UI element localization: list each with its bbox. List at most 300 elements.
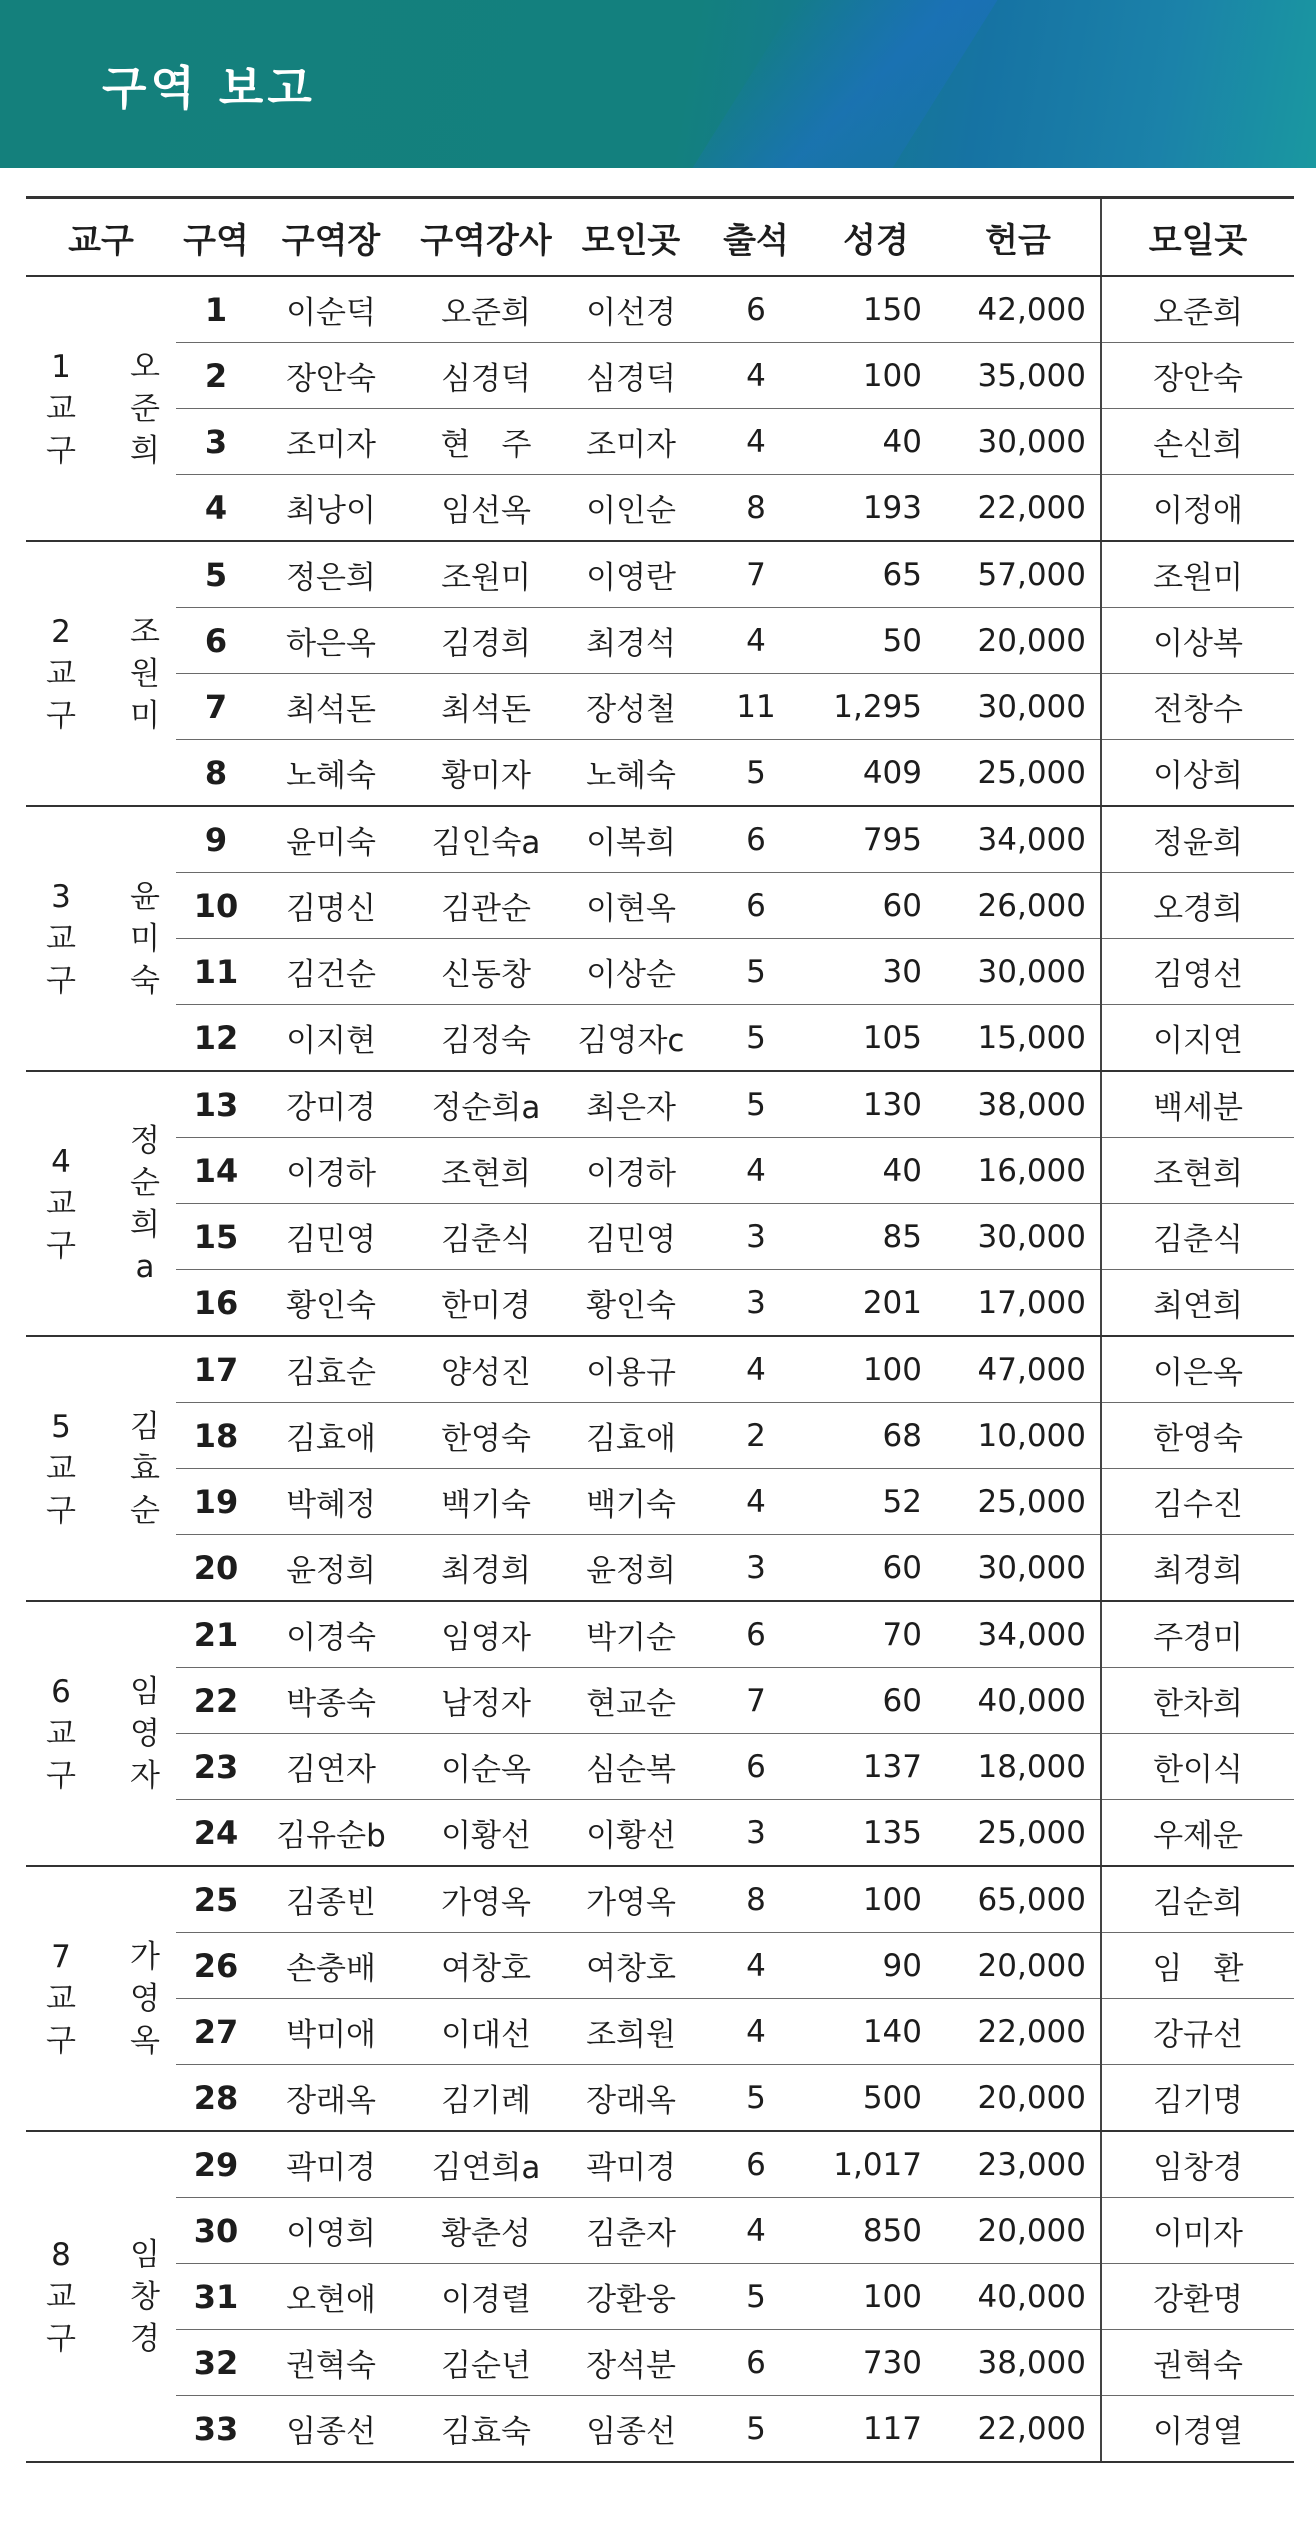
attendance: 8 xyxy=(696,1866,816,1933)
district-number: 17 xyxy=(176,1336,256,1403)
offering: 22,000 xyxy=(936,2396,1101,2463)
district-leader: 김효애 xyxy=(256,1403,406,1469)
district-number: 26 xyxy=(176,1933,256,1999)
parish-leader: 임 영 자 xyxy=(130,1673,160,1794)
column-header: 교구 xyxy=(26,198,176,277)
meeting-place: 심순복 xyxy=(566,1734,696,1800)
district-number: 14 xyxy=(176,1138,256,1204)
column-header: 구역장 xyxy=(256,198,406,277)
district-leader: 김명신 xyxy=(256,873,406,939)
meeting-place: 이상순 xyxy=(566,939,696,1005)
next-meeting-place: 주경미 xyxy=(1101,1601,1294,1668)
meeting-place: 장석분 xyxy=(566,2330,696,2396)
district-number: 18 xyxy=(176,1403,256,1469)
district-leader: 곽미경 xyxy=(256,2131,406,2198)
table-row xyxy=(26,541,1294,608)
meeting-place: 이경하 xyxy=(566,1138,696,1204)
next-meeting-place: 한영숙 xyxy=(1101,1403,1294,1469)
district-instructor: 김정숙 xyxy=(406,1005,566,1072)
bible-reading: 135 xyxy=(816,1800,936,1867)
district-leader: 이순덕 xyxy=(256,276,406,343)
bible-reading: 70 xyxy=(816,1601,936,1668)
offering: 30,000 xyxy=(936,409,1101,475)
attendance: 5 xyxy=(696,1005,816,1072)
table-row xyxy=(26,1071,1294,1138)
attendance: 5 xyxy=(696,939,816,1005)
bible-reading: 85 xyxy=(816,1204,936,1270)
district-leader: 김연자 xyxy=(256,1734,406,1800)
offering: 25,000 xyxy=(936,1800,1101,1867)
bible-reading: 100 xyxy=(816,1866,936,1933)
attendance: 2 xyxy=(696,1403,816,1469)
district-leader: 윤미숙 xyxy=(256,806,406,873)
attendance: 4 xyxy=(696,1933,816,1999)
table-row xyxy=(26,873,1294,939)
next-meeting-place: 이상희 xyxy=(1101,740,1294,807)
district-instructor: 신동창 xyxy=(406,939,566,1005)
district-instructor: 김관순 xyxy=(406,873,566,939)
attendance: 3 xyxy=(696,1535,816,1602)
district-leader: 윤정희 xyxy=(256,1535,406,1602)
next-meeting-place: 이미자 xyxy=(1101,2198,1294,2264)
parish-leader: 임 창 경 xyxy=(130,2236,160,2357)
meeting-place: 노혜숙 xyxy=(566,740,696,807)
meeting-place: 가영옥 xyxy=(566,1866,696,1933)
attendance: 7 xyxy=(696,541,816,608)
district-leader: 장래옥 xyxy=(256,2065,406,2132)
attendance: 6 xyxy=(696,806,816,873)
district-instructor: 임영자 xyxy=(406,1601,566,1668)
parish-number: 8 xyxy=(51,2236,71,2273)
offering: 22,000 xyxy=(936,1999,1101,2065)
next-meeting-place: 김수진 xyxy=(1101,1469,1294,1535)
table-row xyxy=(26,2396,1294,2463)
offering: 23,000 xyxy=(936,2131,1101,2198)
attendance: 6 xyxy=(696,2131,816,2198)
district-number: 19 xyxy=(176,1469,256,1535)
attendance: 4 xyxy=(696,1469,816,1535)
parish-group-cell xyxy=(26,1601,176,1866)
table-row xyxy=(26,608,1294,674)
table-row xyxy=(26,2131,1294,2198)
district-leader: 이경하 xyxy=(256,1138,406,1204)
column-header: 헌금 xyxy=(936,198,1101,277)
district-number: 3 xyxy=(176,409,256,475)
bible-reading: 730 xyxy=(816,2330,936,2396)
offering: 30,000 xyxy=(936,939,1101,1005)
table-row xyxy=(26,343,1294,409)
table-row xyxy=(26,1469,1294,1535)
meeting-place: 황인숙 xyxy=(566,1270,696,1337)
next-meeting-place: 오준희 xyxy=(1101,276,1294,343)
meeting-place: 심경덕 xyxy=(566,343,696,409)
bible-reading: 60 xyxy=(816,873,936,939)
table-row xyxy=(26,1403,1294,1469)
parish-label: 4 교 구 xyxy=(38,1141,84,1267)
district-instructor: 김효숙 xyxy=(406,2396,566,2463)
next-meeting-place: 김순희 xyxy=(1101,1866,1294,1933)
bible-reading: 40 xyxy=(816,1138,936,1204)
district-leader: 하은옥 xyxy=(256,608,406,674)
bible-reading: 60 xyxy=(816,1535,936,1602)
offering: 22,000 xyxy=(936,475,1101,542)
table-row xyxy=(26,409,1294,475)
bible-reading: 193 xyxy=(816,475,936,542)
district-leader: 장안숙 xyxy=(256,343,406,409)
offering: 17,000 xyxy=(936,1270,1101,1337)
district-leader: 김종빈 xyxy=(256,1866,406,1933)
district-instructor: 심경덕 xyxy=(406,343,566,409)
district-number: 1 xyxy=(176,276,256,343)
offering: 25,000 xyxy=(936,740,1101,807)
attendance: 6 xyxy=(696,873,816,939)
offering: 25,000 xyxy=(936,1469,1101,1535)
offering: 15,000 xyxy=(936,1005,1101,1072)
next-meeting-place: 전창수 xyxy=(1101,674,1294,740)
bible-reading: 90 xyxy=(816,1933,936,1999)
meeting-place: 여창호 xyxy=(566,1933,696,1999)
district-number: 30 xyxy=(176,2198,256,2264)
attendance: 3 xyxy=(696,1204,816,1270)
district-number: 22 xyxy=(176,1668,256,1734)
bible-reading: 50 xyxy=(816,608,936,674)
district-instructor: 오준희 xyxy=(406,276,566,343)
meeting-place: 이영란 xyxy=(566,541,696,608)
attendance: 4 xyxy=(696,1999,816,2065)
district-instructor: 조원미 xyxy=(406,541,566,608)
offering: 16,000 xyxy=(936,1138,1101,1204)
meeting-place: 박기순 xyxy=(566,1601,696,1668)
offering: 38,000 xyxy=(936,2330,1101,2396)
next-meeting-place: 강규선 xyxy=(1101,1999,1294,2065)
column-header: 구역 xyxy=(176,198,256,277)
district-leader: 황인숙 xyxy=(256,1270,406,1337)
attendance: 11 xyxy=(696,674,816,740)
offering: 38,000 xyxy=(936,1071,1101,1138)
offering: 26,000 xyxy=(936,873,1101,939)
district-number: 24 xyxy=(176,1800,256,1867)
meeting-place: 김춘자 xyxy=(566,2198,696,2264)
offering: 40,000 xyxy=(936,1668,1101,1734)
offering: 35,000 xyxy=(936,343,1101,409)
meeting-place: 김효애 xyxy=(566,1403,696,1469)
district-instructor: 최석돈 xyxy=(406,674,566,740)
parish-label: 1 교 구 xyxy=(38,346,84,472)
attendance: 6 xyxy=(696,276,816,343)
district-instructor: 황춘성 xyxy=(406,2198,566,2264)
district-number: 12 xyxy=(176,1005,256,1072)
next-meeting-place: 한차희 xyxy=(1101,1668,1294,1734)
parish-label: 8 교 구 xyxy=(38,2234,84,2360)
district-instructor: 백기숙 xyxy=(406,1469,566,1535)
table-row xyxy=(26,1204,1294,1270)
district-number: 29 xyxy=(176,2131,256,2198)
meeting-place: 최은자 xyxy=(566,1071,696,1138)
meeting-place: 장래옥 xyxy=(566,2065,696,2132)
table-row xyxy=(26,939,1294,1005)
district-instructor: 황미자 xyxy=(406,740,566,807)
district-number: 15 xyxy=(176,1204,256,1270)
bible-reading: 117 xyxy=(816,2396,936,2463)
parish-label: 5 교 구 xyxy=(38,1406,84,1532)
bible-reading: 409 xyxy=(816,740,936,807)
parish-label: 7 교 구 xyxy=(38,1936,84,2062)
district-leader: 강미경 xyxy=(256,1071,406,1138)
column-header: 모인곳 xyxy=(566,198,696,277)
table-row xyxy=(26,1336,1294,1403)
parish-group-cell xyxy=(26,806,176,1071)
table-row xyxy=(26,674,1294,740)
table-row xyxy=(26,740,1294,807)
district-number: 20 xyxy=(176,1535,256,1602)
district-leader: 조미자 xyxy=(256,409,406,475)
next-meeting-place: 임 환 xyxy=(1101,1933,1294,1999)
district-number: 10 xyxy=(176,873,256,939)
next-meeting-place: 이경열 xyxy=(1101,2396,1294,2463)
district-leader: 임종선 xyxy=(256,2396,406,2463)
offering: 30,000 xyxy=(936,1535,1101,1602)
next-meeting-place: 장안숙 xyxy=(1101,343,1294,409)
meeting-place: 강환웅 xyxy=(566,2264,696,2330)
next-meeting-place: 강환명 xyxy=(1101,2264,1294,2330)
offering: 57,000 xyxy=(936,541,1101,608)
district-leader: 정은희 xyxy=(256,541,406,608)
next-meeting-place: 오경희 xyxy=(1101,873,1294,939)
district-leader: 이영희 xyxy=(256,2198,406,2264)
bible-reading: 52 xyxy=(816,1469,936,1535)
bible-reading: 105 xyxy=(816,1005,936,1072)
offering: 65,000 xyxy=(936,1866,1101,1933)
page-title: 구역 보고 xyxy=(102,61,316,115)
parish-group-cell xyxy=(26,1336,176,1601)
district-number: 11 xyxy=(176,939,256,1005)
next-meeting-place: 조원미 xyxy=(1101,541,1294,608)
bible-reading: 795 xyxy=(816,806,936,873)
header-banner xyxy=(0,0,1316,168)
district-instructor: 여창호 xyxy=(406,1933,566,1999)
district-leader: 박종숙 xyxy=(256,1668,406,1734)
attendance: 4 xyxy=(696,608,816,674)
parish-leader: 윤 미 숙 xyxy=(130,878,160,999)
table-row xyxy=(26,276,1294,343)
meeting-place: 김영자c xyxy=(566,1005,696,1072)
table-row xyxy=(26,2198,1294,2264)
next-meeting-place: 이상복 xyxy=(1101,608,1294,674)
offering: 40,000 xyxy=(936,2264,1101,2330)
bible-reading: 100 xyxy=(816,1336,936,1403)
table-body xyxy=(26,276,1294,2462)
parish-group-cell xyxy=(26,276,176,541)
district-instructor: 한미경 xyxy=(406,1270,566,1337)
district-number: 25 xyxy=(176,1866,256,1933)
table-row xyxy=(26,1138,1294,1204)
district-number: 31 xyxy=(176,2264,256,2330)
table-row xyxy=(26,475,1294,542)
district-leader: 김건순 xyxy=(256,939,406,1005)
bible-reading: 500 xyxy=(816,2065,936,2132)
next-meeting-place: 김영선 xyxy=(1101,939,1294,1005)
meeting-place: 김민영 xyxy=(566,1204,696,1270)
district-number: 21 xyxy=(176,1601,256,1668)
offering: 20,000 xyxy=(936,1933,1101,1999)
attendance: 6 xyxy=(696,1601,816,1668)
parish-number: 6 xyxy=(51,1673,71,1710)
next-meeting-place: 손신희 xyxy=(1101,409,1294,475)
parish-label: 6 교 구 xyxy=(38,1671,84,1797)
district-number: 8 xyxy=(176,740,256,807)
next-meeting-place: 임창경 xyxy=(1101,2131,1294,2198)
next-meeting-place: 최경희 xyxy=(1101,1535,1294,1602)
meeting-place: 곽미경 xyxy=(566,2131,696,2198)
bible-reading: 1,017 xyxy=(816,2131,936,2198)
meeting-place: 조희원 xyxy=(566,1999,696,2065)
attendance: 4 xyxy=(696,1138,816,1204)
district-number: 4 xyxy=(176,475,256,542)
district-number: 23 xyxy=(176,1734,256,1800)
district-number: 13 xyxy=(176,1071,256,1138)
table-row xyxy=(26,1734,1294,1800)
next-meeting-place: 우제운 xyxy=(1101,1800,1294,1867)
parish-number: 3 xyxy=(51,878,71,915)
table-header-row xyxy=(26,198,1294,277)
meeting-place: 이황선 xyxy=(566,1800,696,1867)
meeting-place: 임종선 xyxy=(566,2396,696,2463)
bible-reading: 68 xyxy=(816,1403,936,1469)
parish-number: 1 xyxy=(51,348,71,385)
district-instructor: 최경희 xyxy=(406,1535,566,1602)
bible-reading: 201 xyxy=(816,1270,936,1337)
meeting-place: 최경석 xyxy=(566,608,696,674)
table-row xyxy=(26,2065,1294,2132)
meeting-place: 이인순 xyxy=(566,475,696,542)
table-row xyxy=(26,1933,1294,1999)
bible-reading: 130 xyxy=(816,1071,936,1138)
bible-reading: 100 xyxy=(816,343,936,409)
next-meeting-place: 김춘식 xyxy=(1101,1204,1294,1270)
meeting-place: 이복희 xyxy=(566,806,696,873)
district-instructor: 남정자 xyxy=(406,1668,566,1734)
parish-number: 4 xyxy=(51,1143,71,1180)
district-instructor: 김경희 xyxy=(406,608,566,674)
district-instructor: 이황선 xyxy=(406,1800,566,1867)
next-meeting-place: 최연희 xyxy=(1101,1270,1294,1337)
attendance: 6 xyxy=(696,2330,816,2396)
offering: 30,000 xyxy=(936,674,1101,740)
offering: 20,000 xyxy=(936,2065,1101,2132)
parish-group-cell xyxy=(26,2131,176,2462)
offering: 18,000 xyxy=(936,1734,1101,1800)
meeting-place: 이선경 xyxy=(566,276,696,343)
attendance: 8 xyxy=(696,475,816,542)
table-row xyxy=(26,1535,1294,1602)
next-meeting-place: 한이식 xyxy=(1101,1734,1294,1800)
district-leader: 오현애 xyxy=(256,2264,406,2330)
district-instructor: 이경렬 xyxy=(406,2264,566,2330)
meeting-place: 현교순 xyxy=(566,1668,696,1734)
district-instructor: 현 주 xyxy=(406,409,566,475)
next-meeting-place: 김기명 xyxy=(1101,2065,1294,2132)
table-row xyxy=(26,1800,1294,1867)
attendance: 6 xyxy=(696,1734,816,1800)
column-header: 성경 xyxy=(816,198,936,277)
parish-leader: 김 효 순 xyxy=(130,1408,160,1529)
bible-reading: 30 xyxy=(816,939,936,1005)
next-meeting-place: 권혁숙 xyxy=(1101,2330,1294,2396)
bible-reading: 140 xyxy=(816,1999,936,2065)
table-row xyxy=(26,1866,1294,1933)
bible-reading: 60 xyxy=(816,1668,936,1734)
next-meeting-place: 백세분 xyxy=(1101,1071,1294,1138)
district-number: 5 xyxy=(176,541,256,608)
next-meeting-place: 정윤희 xyxy=(1101,806,1294,873)
meeting-place: 이용규 xyxy=(566,1336,696,1403)
district-instructor: 이대선 xyxy=(406,1999,566,2065)
district-instructor: 김연희a xyxy=(406,2131,566,2198)
district-report-table xyxy=(26,196,1294,2463)
attendance: 4 xyxy=(696,1336,816,1403)
table-row xyxy=(26,1999,1294,2065)
district-instructor: 김순년 xyxy=(406,2330,566,2396)
district-leader: 이지현 xyxy=(256,1005,406,1072)
table-row xyxy=(26,806,1294,873)
bible-reading: 137 xyxy=(816,1734,936,1800)
attendance: 3 xyxy=(696,1800,816,1867)
attendance: 4 xyxy=(696,343,816,409)
district-number: 32 xyxy=(176,2330,256,2396)
parish-leader: 조 원 미 xyxy=(130,613,160,734)
parish-group-cell xyxy=(26,541,176,806)
offering: 10,000 xyxy=(936,1403,1101,1469)
parish-number: 5 xyxy=(51,1408,71,1445)
district-number: 6 xyxy=(176,608,256,674)
table-row xyxy=(26,2330,1294,2396)
district-leader: 노혜숙 xyxy=(256,740,406,807)
district-number: 16 xyxy=(176,1270,256,1337)
report-table-wrapper xyxy=(26,196,1294,2463)
bible-reading: 100 xyxy=(816,2264,936,2330)
offering: 34,000 xyxy=(936,806,1101,873)
parish-leader: 정 순 희 a xyxy=(130,1122,160,1285)
district-leader: 손충배 xyxy=(256,1933,406,1999)
attendance: 5 xyxy=(696,2065,816,2132)
attendance: 5 xyxy=(696,740,816,807)
offering: 34,000 xyxy=(936,1601,1101,1668)
next-meeting-place: 이지연 xyxy=(1101,1005,1294,1072)
parish-number: 7 xyxy=(51,1938,71,1975)
parish-label: 3 교 구 xyxy=(38,876,84,1002)
district-number: 28 xyxy=(176,2065,256,2132)
district-instructor: 김기례 xyxy=(406,2065,566,2132)
offering: 20,000 xyxy=(936,608,1101,674)
attendance: 5 xyxy=(696,2264,816,2330)
district-instructor: 조현희 xyxy=(406,1138,566,1204)
district-leader: 최낭이 xyxy=(256,475,406,542)
bible-reading: 1,295 xyxy=(816,674,936,740)
bible-reading: 850 xyxy=(816,2198,936,2264)
banner-stripe xyxy=(693,0,998,168)
parish-group-cell xyxy=(26,1866,176,2131)
bible-reading: 40 xyxy=(816,409,936,475)
next-meeting-place: 이은옥 xyxy=(1101,1336,1294,1403)
next-meeting-place: 이정애 xyxy=(1101,475,1294,542)
table-row xyxy=(26,1270,1294,1337)
attendance: 7 xyxy=(696,1668,816,1734)
district-leader: 권혁숙 xyxy=(256,2330,406,2396)
district-number: 27 xyxy=(176,1999,256,2065)
district-leader: 이경숙 xyxy=(256,1601,406,1668)
district-leader: 박미애 xyxy=(256,1999,406,2065)
column-header: 모일곳 xyxy=(1101,198,1294,277)
